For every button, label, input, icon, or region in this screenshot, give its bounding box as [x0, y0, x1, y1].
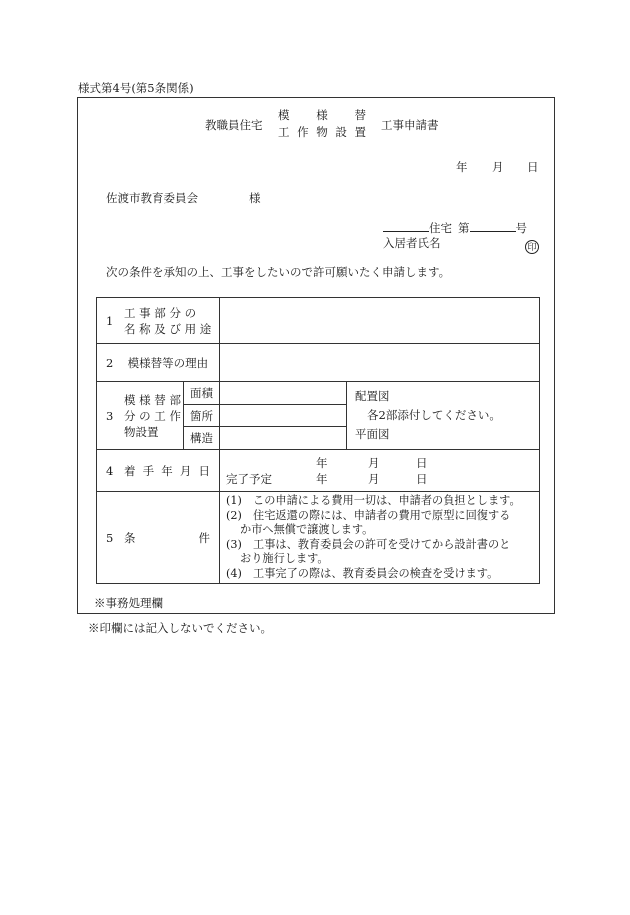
- sub-label-location: [184, 405, 220, 427]
- table-row: [97, 344, 540, 382]
- number-suffix: 号: [515, 221, 527, 235]
- number-blank[interactable]: [470, 219, 516, 232]
- start-day: 日: [416, 455, 428, 470]
- label-line: 名 称 及 び 用 途: [124, 321, 212, 336]
- label-line: 物設置: [124, 424, 159, 439]
- title-option-structure: [278, 124, 366, 140]
- label-cell: [97, 298, 220, 344]
- resident-name-label: 入居者氏名: [383, 236, 441, 250]
- table-row: [97, 450, 540, 492]
- seal-mark: [525, 235, 539, 254]
- footnote: ※印欄には記入しないでください。: [88, 621, 272, 635]
- completion-year: 年: [316, 471, 328, 486]
- title-option-remodel: [278, 107, 366, 123]
- application-table: [96, 297, 540, 584]
- applicant-number-line: [458, 219, 527, 236]
- condition-line: (1) この申請による費用一切は、申請者の負担とします。: [226, 494, 521, 507]
- sub-label: 箇所: [190, 408, 213, 423]
- title-option-char: 物: [316, 125, 328, 139]
- label-char: 年: [161, 463, 173, 478]
- row-number: 4: [106, 463, 114, 478]
- row-number: 5: [106, 530, 114, 545]
- date-month: 月: [492, 160, 504, 174]
- title-option-char: 替: [354, 108, 366, 122]
- label-line: 工 事 部 分 の: [124, 305, 197, 320]
- reason-input[interactable]: [220, 344, 540, 382]
- note-line: 配置図: [355, 389, 390, 403]
- office-use-label: ※事務処理欄: [94, 596, 163, 610]
- housing-name-blank[interactable]: [383, 219, 429, 232]
- number-label: 第: [458, 221, 470, 235]
- condition-line: (4) 工事完了の際は、教育委員会の検査を受けます。: [226, 566, 499, 580]
- sub-label-structure: [184, 427, 220, 450]
- completion-day: 日: [416, 471, 428, 486]
- start-date-input[interactable]: [220, 450, 540, 492]
- label-line: 分 の 工 作: [124, 408, 181, 423]
- label-char: 手: [142, 463, 155, 478]
- label-char: 月: [179, 463, 192, 478]
- label-cell: [97, 382, 184, 450]
- condition-line: (2) 住宅返還の際には、申請者の費用で原型に回復する: [226, 508, 511, 522]
- row-number: 1: [106, 313, 114, 328]
- label-cell: [97, 450, 220, 492]
- note-line: 平面図: [355, 427, 390, 441]
- attachment-note: [347, 382, 540, 450]
- label-char: 日: [198, 463, 210, 478]
- structure-input[interactable]: [220, 427, 347, 450]
- row-number: 3: [106, 408, 114, 423]
- condition-line: か市へ無償で譲渡します。: [240, 523, 374, 537]
- date-year: 年: [456, 160, 468, 174]
- addressee-name: 佐渡市教育委員会: [106, 191, 198, 205]
- title-suffix: 工事申請書: [381, 118, 439, 132]
- note-line: 各2部添付してください。: [367, 408, 501, 422]
- conditions-cell: [220, 492, 540, 584]
- label-char: 条: [124, 530, 136, 545]
- start-month: 月: [368, 455, 380, 470]
- condition-line: (3) 工事は、教育委員会の許可を受けてから設計書のと: [226, 537, 511, 551]
- title-option-char: 様: [316, 108, 328, 122]
- form-number: 様式第4号(第5条関係): [78, 81, 194, 95]
- title-option-char: 設: [335, 125, 347, 139]
- label-char: 件: [198, 530, 210, 545]
- applicant-housing-line: [383, 219, 452, 236]
- completion-month: 月: [368, 471, 380, 486]
- sub-label: 構造: [190, 431, 213, 445]
- title-prefix: 教職員住宅: [205, 118, 263, 132]
- title-option-char: 工: [278, 125, 290, 139]
- completion-label: 完了予定: [226, 471, 272, 486]
- sub-label-area: [184, 382, 220, 405]
- row-number: 2: [106, 355, 114, 370]
- table-row: [97, 382, 540, 405]
- title-option-char: 模: [278, 108, 290, 122]
- sub-label: 面積: [190, 386, 213, 400]
- seal-icon: 印: [525, 240, 539, 254]
- title-option-char: 作: [297, 125, 309, 139]
- title-option-char: 置: [354, 125, 366, 139]
- date-day: 日: [527, 160, 539, 174]
- label-text: 模様替等の理由: [127, 355, 209, 370]
- label-line: 模 様 替 部: [124, 392, 181, 407]
- housing-label: 住宅: [429, 221, 452, 235]
- label-cell: [97, 492, 220, 584]
- work-part-name-input[interactable]: [220, 298, 540, 344]
- start-year: 年: [316, 455, 328, 470]
- area-input[interactable]: [220, 382, 347, 405]
- intro-text: 次の条件を承知の上、工事をしたいので許可願いたく申請します。: [106, 265, 451, 279]
- location-input[interactable]: [220, 405, 347, 427]
- condition-line: おり施行します。: [240, 552, 329, 566]
- table-row: [97, 492, 540, 584]
- table-row: [97, 298, 540, 344]
- label-cell: [97, 344, 220, 382]
- label-char: 着: [124, 463, 136, 478]
- addressee-honorific: 様: [249, 191, 261, 205]
